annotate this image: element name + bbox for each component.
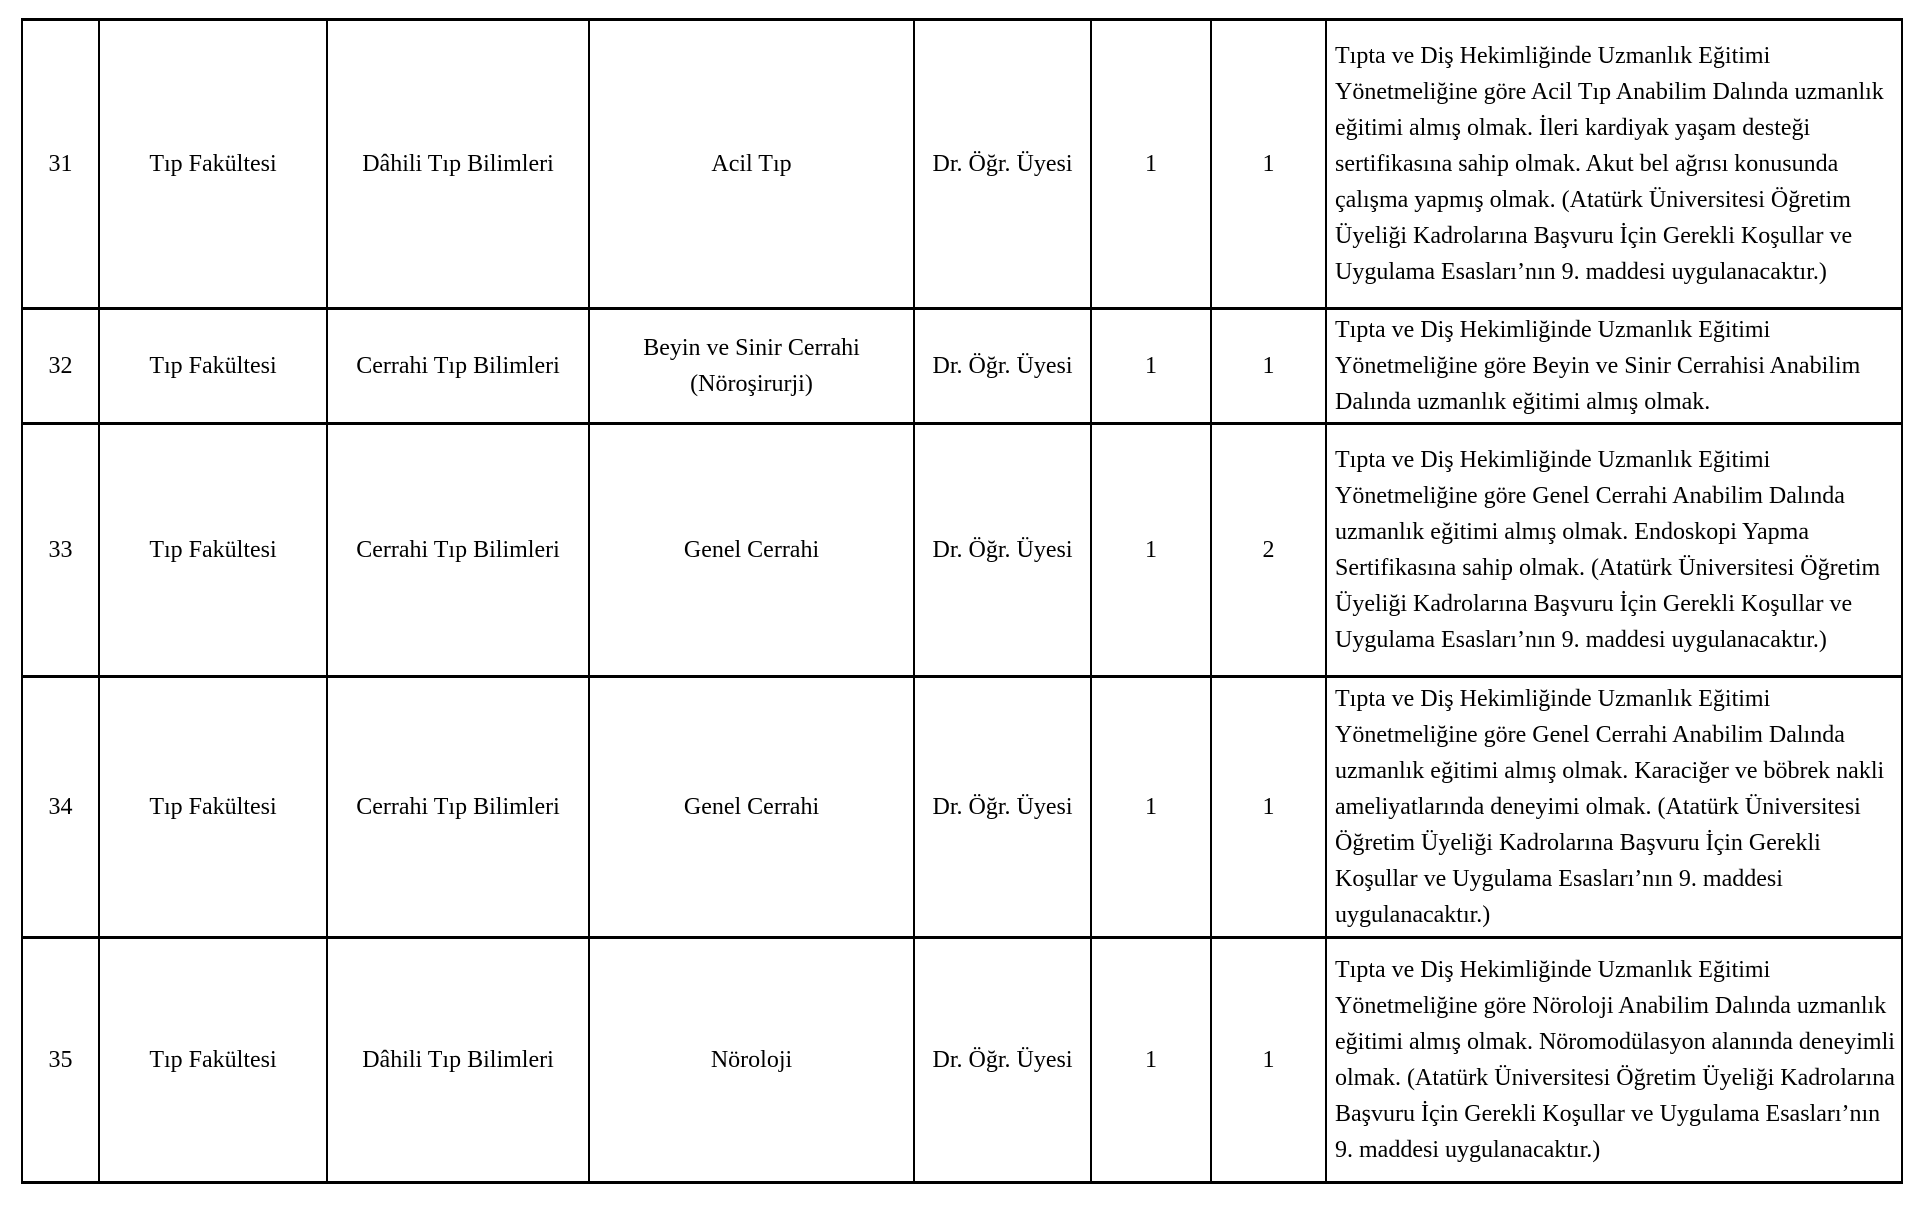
faculty-cell: Tıp Fakültesi <box>99 309 327 424</box>
row-number-cell: 33 <box>22 424 99 677</box>
title-cell: Dr. Öğr. Üyesi <box>914 309 1091 424</box>
degree-cell: 1 <box>1091 938 1211 1183</box>
degree-cell: 1 <box>1091 309 1211 424</box>
count-cell: 2 <box>1211 424 1326 677</box>
title-cell: Dr. Öğr. Üyesi <box>914 677 1091 938</box>
science-group-cell: Dâhili Tıp Bilimleri <box>327 938 589 1183</box>
title-cell: Dr. Öğr. Üyesi <box>914 20 1091 309</box>
department-cell: Beyin ve Sinir Cerrahi (Nöroşirurji) <box>589 309 914 424</box>
requirements-cell: Tıpta ve Diş Hekimliğinde Uzmanlık Eğitimi Yönetmeliğine göre Acil Tıp Anabilim Dalında uzmanlık eğitimi almış olmak. İleri kardiyak yaşam desteği sertifikasına sahip olmak. Akut bel ağrısı konusunda çalışma yapmış olmak. (Atatürk Üniversitesi Öğretim Üyeliği Kadrolarına Başvuru İçin Gerekli Koşullar ve Uygulama Esasları’nın 9. maddesi uygulanacaktır.) <box>1326 20 1902 309</box>
degree-cell: 1 <box>1091 677 1211 938</box>
degree-cell: 1 <box>1091 424 1211 677</box>
faculty-cell: Tıp Fakültesi <box>99 424 327 677</box>
title-cell: Dr. Öğr. Üyesi <box>914 424 1091 677</box>
faculty-cell: Tıp Fakültesi <box>99 677 327 938</box>
row-number-cell: 35 <box>22 938 99 1183</box>
department-cell: Genel Cerrahi <box>589 677 914 938</box>
table-row <box>22 938 1902 1183</box>
table-row <box>22 677 1902 938</box>
count-cell: 1 <box>1211 20 1326 309</box>
department-cell: Genel Cerrahi <box>589 424 914 677</box>
science-group-cell: Dâhili Tıp Bilimleri <box>327 20 589 309</box>
count-cell: 1 <box>1211 309 1326 424</box>
row-number-cell: 32 <box>22 309 99 424</box>
requirements-cell: Tıpta ve Diş Hekimliğinde Uzmanlık Eğitimi Yönetmeliğine göre Beyin ve Sinir Cerrahisi Anabilim Dalında uzmanlık eğitimi almış olmak. <box>1326 309 1902 424</box>
requirements-cell: Tıpta ve Diş Hekimliğinde Uzmanlık Eğitimi Yönetmeliğine göre Genel Cerrahi Anabilim Dalında uzmanlık eğitimi almış olmak. Karaciğer ve böbrek nakli ameliyatlarında deneyimi olmak. (Atatürk Üniversitesi Öğretim Üyeliği Kadrolarına Başvuru İçin Gerekli Koşullar ve Uygulama Esasları’nın 9. maddesi uygulanacaktır.) <box>1326 677 1902 938</box>
row-number-cell: 31 <box>22 20 99 309</box>
science-group-cell: Cerrahi Tıp Bilimleri <box>327 677 589 938</box>
count-cell: 1 <box>1211 677 1326 938</box>
science-group-cell: Cerrahi Tıp Bilimleri <box>327 424 589 677</box>
title-cell: Dr. Öğr. Üyesi <box>914 938 1091 1183</box>
table-row <box>22 20 1902 309</box>
department-cell: Acil Tıp <box>589 20 914 309</box>
requirements-cell: Tıpta ve Diş Hekimliğinde Uzmanlık Eğitimi Yönetmeliğine göre Nöroloji Anabilim Dalında uzmanlık eğitimi almış olmak. Nöromodülasyon alanında deneyimli olmak. (Atatürk Üniversitesi Öğretim Üyeliği Kadrolarına Başvuru İçin Gerekli Koşullar ve Uygulama Esasları’nın 9. maddesi uygulanacaktır.) <box>1326 938 1902 1183</box>
row-number-cell: 34 <box>22 677 99 938</box>
requirements-cell: Tıpta ve Diş Hekimliğinde Uzmanlık Eğitimi Yönetmeliğine göre Genel Cerrahi Anabilim Dalında uzmanlık eğitimi almış olmak. Endoskopi Yapma Sertifikasına sahip olmak. (Atatürk Üniversitesi Öğretim Üyeliği Kadrolarına Başvuru İçin Gerekli Koşullar ve Uygulama Esasları’nın 9. maddesi uygulanacaktır.) <box>1326 424 1902 677</box>
department-cell: Nöroloji <box>589 938 914 1183</box>
count-cell: 1 <box>1211 938 1326 1183</box>
table-row <box>22 309 1902 424</box>
faculty-cell: Tıp Fakültesi <box>99 938 327 1183</box>
positions-table <box>21 18 1903 1184</box>
science-group-cell: Cerrahi Tıp Bilimleri <box>327 309 589 424</box>
faculty-cell: Tıp Fakültesi <box>99 20 327 309</box>
positions-table-body <box>22 20 1902 1183</box>
degree-cell: 1 <box>1091 20 1211 309</box>
table-row <box>22 424 1902 677</box>
